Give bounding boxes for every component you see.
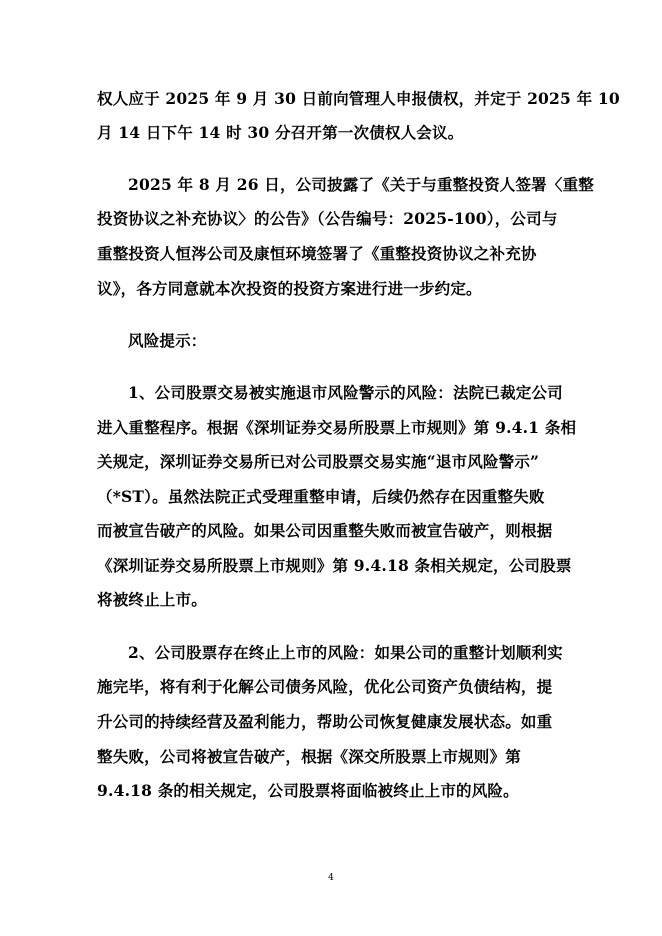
text-line: 《深圳证券交易所股票上市规则》第 9.4.18 条相关规定，公司股票 — [97, 556, 572, 575]
text-line: 将被终止上市。 — [97, 590, 207, 609]
text-line: 2、公司股票存在终止上市的风险：如果公司的重整计划顺利实 — [128, 643, 563, 662]
text-line: 而被宣告破产的风险。如果公司因重整失败而被宣告破产，则根据 — [97, 521, 553, 540]
text-line: 1、公司股票交易被实施退市风险警示的风险：法院已裁定公司 — [128, 383, 563, 402]
text-line: 权人应于 2025 年 9 月 30 日前向管理人申报债权，并定于 2025 年 10 — [97, 89, 620, 108]
text-line: 重整投资人恒涔公司及康恒环境签署了《重整投资协议之补充协 — [97, 244, 537, 263]
text-line: 9.4.18 条的相关规定，公司股票将面临被终止上市的风险。 — [97, 781, 519, 800]
text-line: 升公司的持续经营及盈利能力，帮助公司恢复健康发展状态。如重 — [97, 712, 553, 731]
text-line: 关规定，深圳证券交易所已对公司股票交易实施“退市风险警示” — [97, 452, 540, 471]
text-line: 进入重整程序。根据《深圳证券交易所股票上市规则》第 9.4.1 条相 — [97, 418, 577, 437]
text-line: 投资协议之补充协议〉的公告》（公告编号：2025-100），公司与 — [97, 209, 558, 228]
text-line: 整失败，公司将被宣告破产，根据《深交所股票上市规则》第 — [97, 747, 521, 766]
text-line: 风险提示： — [128, 331, 207, 350]
page-number: 4 — [328, 873, 334, 883]
text-line: （*ST）。虽然法院正式受理重整申请，后续仍然存在因重整失败 — [97, 487, 545, 506]
text-line: 月 14 日下午 14 时 30 分召开第一次债权人会议。 — [97, 123, 464, 142]
text-line: 议》，各方同意就本次投资的投资方案进行进一步约定。 — [97, 279, 482, 298]
text-line: 2025 年 8 月 26 日，公司披露了《关于与重整投资人签署〈重整 — [128, 175, 594, 194]
text-line: 施完毕，将有利于化解公司债务风险，优化公司资产负债结构，提 — [97, 677, 553, 696]
